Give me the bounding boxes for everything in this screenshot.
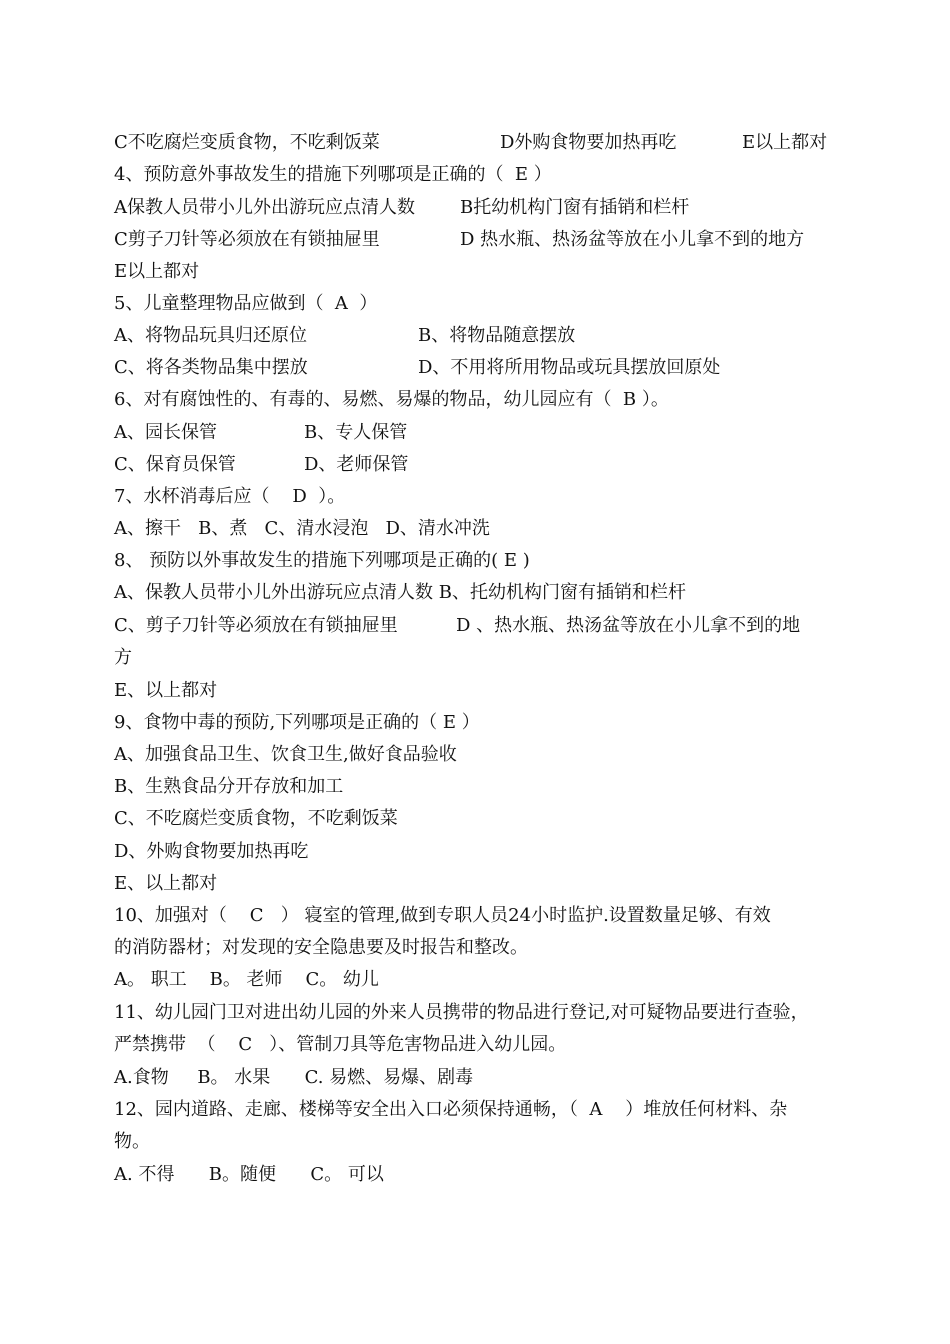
option-e: E、以上都对 xyxy=(114,680,218,701)
answer-options-line: A、擦干 B、煮 C、清水浸泡 D、清水冲洗 xyxy=(114,518,490,539)
option-c: C剪子刀针等必须放在有锁抽屉里 xyxy=(114,229,380,250)
question-11: 11、幼儿园门卫对进出幼儿园的外来人员携带的物品进行登记,对可疑物品要进行查验， xyxy=(114,1002,809,1023)
answer-options-line xyxy=(114,356,721,380)
option-c: C不吃腐烂变质食物，不吃剩饭菜 xyxy=(114,132,380,153)
answer-options-line: A.食物 B。 水果 C. 易燃、易爆、剧毒 xyxy=(114,1067,474,1088)
option-c: C、将各类物品集中摆放 xyxy=(114,357,308,378)
option-d: D、外购食物要加热再吃 xyxy=(114,841,309,862)
question-4: 4、预防意外事故发生的措施下列哪项是正确的（ E ） xyxy=(114,164,552,185)
option-a: A、将物品玩具归还原位 xyxy=(114,325,307,346)
question-5: 5、儿童整理物品应做到（ A ） xyxy=(114,293,378,314)
answer-options-line: A。 职工 B。 老师 C。 幼儿 xyxy=(114,969,379,990)
answer-options-line: A、保教人员带小儿外出游玩应点清人数 B、托幼机构门窗有插销和栏杆 xyxy=(114,582,686,603)
option-b: B、将物品随意摆放 xyxy=(418,325,576,346)
option-c: C、不吃腐烂变质食物，不吃剩饭菜 xyxy=(114,808,398,829)
option-d: D 、热水瓶、热汤盆等放在小儿拿不到的地 xyxy=(456,615,801,636)
option-d: D 热水瓶、热汤盆等放在小儿拿不到的地方 xyxy=(460,229,805,250)
question-12: 12、园内道路、走廊、楼梯等安全出入口必须保持通畅，（ A ）堆放任何材料、杂 xyxy=(114,1099,788,1120)
option-d: D、不用将所用物品或玩具摆放回原处 xyxy=(418,357,721,378)
option-e: E、以上都对 xyxy=(114,873,218,894)
option-e: E以上都对 xyxy=(742,132,828,153)
question-11-continued: 严禁携带 （ C ）、管制刀具等危害物品进入幼儿园。 xyxy=(114,1034,567,1055)
option-a: A、加强食品卫生、饮食卫生,做好食品验收 xyxy=(114,744,457,765)
question-8: 8、 预防以外事故发生的措施下列哪项是正确的( E ) xyxy=(114,550,530,571)
option-d: D外购食物要加热再吃 xyxy=(500,132,677,153)
option-b: B、专人保管 xyxy=(304,422,408,443)
question-12-continued: 物。 xyxy=(114,1131,150,1152)
answer-options-line xyxy=(114,228,805,252)
question-10: 10、加强对（ C ） 寝室的管理,做到专职人员24小时监护.设置数量足够、有效 xyxy=(114,905,771,926)
answer-options-line xyxy=(114,324,576,348)
question-10-continued: 的消防器材；对发现的安全隐患要及时报告和整改。 xyxy=(114,937,528,958)
answer-options-line xyxy=(114,421,408,445)
option-a: A、园长保管 xyxy=(114,422,217,443)
option-d: D、老师保管 xyxy=(304,454,409,475)
answer-options-line xyxy=(114,196,690,220)
question-7: 7、水杯消毒后应（ D ）。 xyxy=(114,486,346,507)
option-c: C、保育员保管 xyxy=(114,454,236,475)
question-6: 6、对有腐蚀性的、有毒的、易燃、易爆的物品，幼儿园应有（ B ）。 xyxy=(114,389,669,410)
option-a: A保教人员带小儿外出游玩应点清人数 xyxy=(114,197,415,218)
option-b: B托幼机构门窗有插销和栏杆 xyxy=(460,197,690,218)
answer-options-line: A. 不得 B。随便 C。 可以 xyxy=(114,1164,384,1185)
option-b: B、生熟食品分开存放和加工 xyxy=(114,776,344,797)
option-c: C、剪子刀针等必须放在有锁抽屉里 xyxy=(114,615,398,636)
question-9: 9、食物中毒的预防,下列哪项是正确的（ E ） xyxy=(114,712,480,733)
option-e: E以上都对 xyxy=(114,261,200,282)
wrapped-text: 方 xyxy=(114,647,132,668)
answer-options-line xyxy=(114,614,801,638)
answer-options-line xyxy=(114,453,409,477)
answer-options-line xyxy=(114,131,828,155)
